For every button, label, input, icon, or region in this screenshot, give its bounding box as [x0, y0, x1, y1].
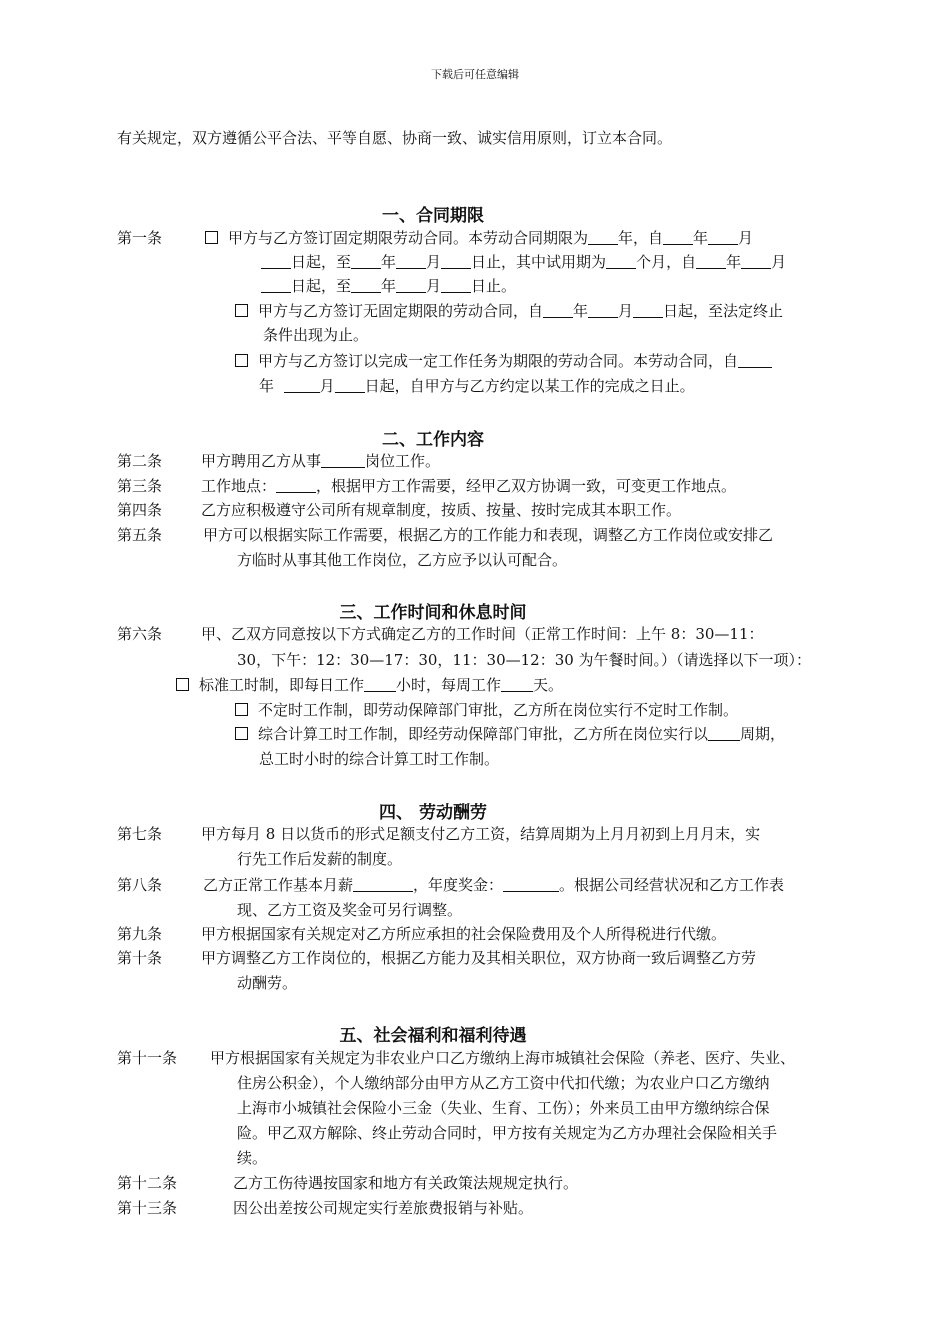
- article-label: 第二条: [117, 452, 163, 470]
- article-8-line-1: 乙方正常工作基本月薪 ，年度奖金： 。根据公司经营状况和乙方工作表: [203, 876, 785, 894]
- section-title: 四、 劳动酬劳: [379, 803, 487, 823]
- article-label: 第六条: [117, 625, 163, 643]
- section-title: 二、工作内容: [382, 430, 484, 450]
- article-1-option-3-line-1: 甲方与乙方签订以完成一定工作任务为期限的劳动合同。本劳动合同，自: [235, 349, 772, 373]
- article-11-line-2: 住房公积金），个人缴纳部分由甲方从乙方工资中代扣代缴；为农业户口乙方缴纳: [237, 1074, 770, 1092]
- article-10-line-2: 动酬劳。: [237, 974, 298, 992]
- article-12-text: 乙方工伤待遇按国家和地方有关政策法规规定执行。: [233, 1174, 579, 1192]
- article-1-option-2-line-2: 条件出现为止。: [263, 326, 369, 344]
- article-11-line-5: 续。: [237, 1149, 268, 1167]
- article-11-line-3: 上海市小城镇社会保险小三金（失业、生育、工伤）；外来员工由甲方缴纳综合保: [237, 1099, 770, 1117]
- section-title: 一、合同期限: [382, 206, 484, 226]
- article-6-option-2: 不定时工作制，即劳动保障部门审批，乙方所在岗位实行不定时工作制。: [235, 698, 738, 722]
- article-1-option-1-line-1: 甲方与乙方签订固定期限劳动合同。本劳动合同期限为 年，自 年 月: [205, 226, 753, 250]
- article-label: 第三条: [117, 477, 163, 495]
- article-6-option-3-line-2: 总工时小时的综合计算工时工作制。: [259, 750, 500, 768]
- article-7-line-2: 行先工作后发薪的制度。: [237, 850, 403, 868]
- article-10-line-1: 甲方调整乙方工作岗位的，根据乙方能力及其相关职位，双方协商一致后调整乙方劳: [201, 949, 757, 967]
- article-1-option-3-line-2: 年 月 日起，自甲方与乙方约定以某工作的完成之日止。: [259, 377, 695, 395]
- article-5-line-1: 甲方可以根据实际工作需要，根据乙方的工作能力和表现，调整乙方工作岗位或安排乙: [203, 526, 774, 544]
- checkbox-icon[interactable]: [176, 678, 189, 691]
- article-label: 第十二条: [117, 1174, 178, 1192]
- article-label: 第八条: [117, 876, 163, 894]
- article-label: 第五条: [117, 526, 163, 544]
- section-title: 五、社会福利和福利待遇: [339, 1026, 527, 1046]
- page-header: 下载后可任意编辑: [431, 68, 519, 81]
- checkbox-icon[interactable]: [235, 727, 248, 740]
- article-label: 第十条: [117, 949, 163, 967]
- article-3-text: 工作地点： ，根据甲方工作需要，经甲乙双方协调一致，可变更工作地点。: [201, 477, 737, 495]
- article-6-option-3-line-1: 综合计算工时工作制，即经劳动保障部门审批，乙方所在岗位实行以 周期，: [235, 722, 785, 746]
- article-6-line-2: 30，下午：12：30—17：30，11：30—12：30 为午餐时间。）（请选择以下一项）：: [237, 651, 812, 669]
- article-8-line-2: 现、乙方工资及奖金可另行调整。: [237, 901, 463, 919]
- article-6-option-1: 标准工时制，即每日工作 小时，每周工作 天。: [176, 673, 563, 697]
- article-label: 第一条: [117, 229, 163, 247]
- article-1-option-1-line-3: 日起，至 年 月 日止。: [261, 274, 516, 298]
- intro-line: 有关规定，双方遵循公平合法、平等自愿、协商一致、诚实信用原则，订立本合同。: [117, 129, 673, 147]
- article-label: 第十三条: [117, 1199, 178, 1217]
- article-5-line-2: 方临时从事其他工作岗位，乙方应予以认可配合。: [237, 551, 568, 569]
- article-label: 第十一条: [117, 1049, 178, 1067]
- article-6-line-1: 甲、乙双方同意按以下方式确定乙方的工作时间（正常工作时间：上午 8：30—11：: [201, 625, 764, 643]
- checkbox-icon[interactable]: [205, 231, 218, 244]
- article-11-line-1: 甲方根据国家有关规定为非农业户口乙方缴纳上海市城镇社会保险（养老、医疗、失业、: [210, 1049, 796, 1067]
- article-7-line-1: 甲方每月 8 日以货币的形式足额支付乙方工资，结算周期为上月月初到上月月末，实: [201, 825, 761, 843]
- article-label: 第九条: [117, 925, 163, 943]
- article-label: 第七条: [117, 825, 163, 843]
- checkbox-icon[interactable]: [235, 304, 248, 317]
- article-label: 第四条: [117, 501, 163, 519]
- checkbox-icon[interactable]: [235, 703, 248, 716]
- article-4-text: 乙方应积极遵守公司所有规章制度，按质、按量、按时完成其本职工作。: [201, 501, 682, 519]
- article-2-text: 甲方聘用乙方从事 岗位工作。: [201, 452, 441, 470]
- article-13-text: 因公出差按公司规定实行差旅费报销与补贴。: [233, 1199, 534, 1217]
- checkbox-icon[interactable]: [235, 354, 248, 367]
- article-1-option-1-line-2: 日起，至 年 月 日止，其中试用期为 个月，自 年 月: [261, 250, 786, 274]
- article-11-line-4: 险。甲乙双方解除、终止劳动合同时，甲方按有关规定为乙方办理社会保险相关手: [237, 1124, 778, 1142]
- article-9-text: 甲方根据国家有关规定对乙方所应承担的社会保险费用及个人所得税进行代缴。: [201, 925, 727, 943]
- section-title: 三、工作时间和休息时间: [339, 603, 527, 623]
- article-1-option-2-line-1: 甲方与乙方签订无固定期限的劳动合同，自 年 月 日起，至法定终止: [235, 299, 783, 323]
